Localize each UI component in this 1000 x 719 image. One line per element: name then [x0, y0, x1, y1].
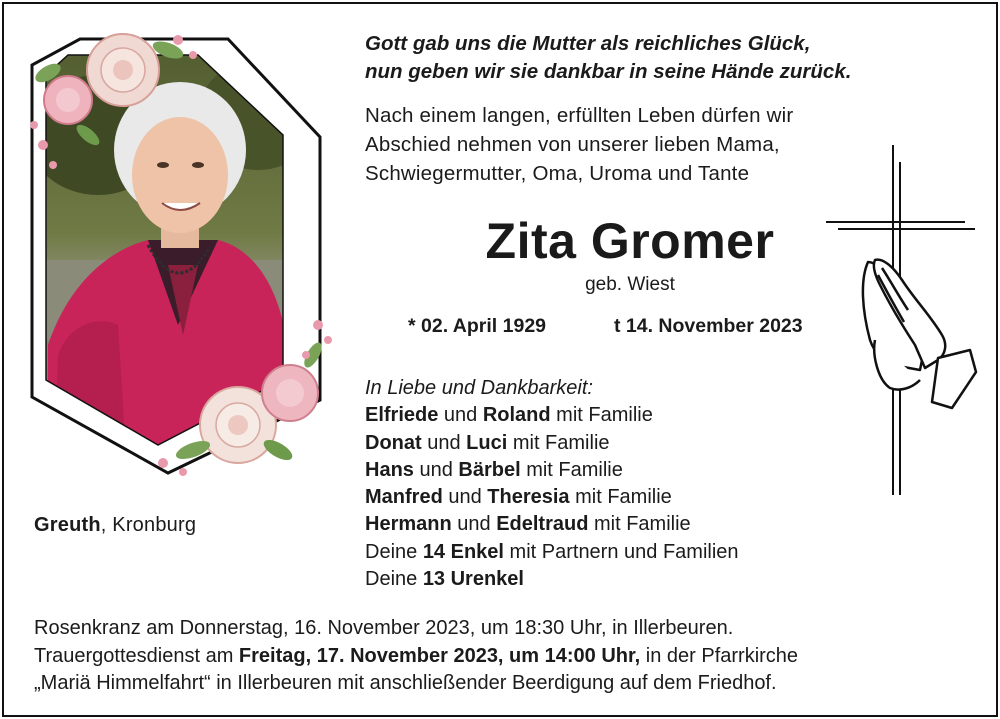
- family-name: Hermann: [365, 513, 452, 536]
- village: Greuth: [34, 514, 101, 536]
- birth-date: * 02. April 1929: [408, 315, 547, 337]
- verse-line: Gott gab uns die Mutter als reichliches Glück,: [365, 32, 811, 55]
- great-grandchildren-row: [365, 566, 905, 593]
- family-name: Roland: [482, 404, 551, 427]
- great-grandchildren-prefix: Deine: [365, 568, 423, 591]
- funeral-line: [34, 643, 974, 671]
- great-grandchildren-count: 13 Urenkel: [422, 568, 524, 591]
- verse-line: nun geben wir sie dankbar in seine Hände zurück.: [365, 60, 852, 83]
- birth-name: geb. Wiest: [585, 274, 675, 295]
- intro-text: [365, 101, 885, 188]
- conjunction: und: [438, 404, 483, 427]
- conjunction: und: [413, 458, 459, 481]
- location: [34, 514, 196, 537]
- conjunction: und: [421, 431, 467, 454]
- family-name: Edeltraud: [496, 513, 589, 536]
- family-suffix: mit Familie: [507, 431, 610, 454]
- cross-symbol: [820, 140, 985, 500]
- intro-line: Schwiegermutter, Oma, Uroma und Tante: [365, 162, 750, 185]
- grandchildren-count: 14 Enkel: [422, 540, 504, 563]
- conjunction: und: [442, 486, 488, 509]
- grandchildren-suffix: mit Partnern und Familien: [503, 540, 739, 563]
- family-name: Theresia: [487, 486, 570, 509]
- verse: [365, 30, 975, 86]
- deceased-name: Zita Gromer: [485, 213, 775, 269]
- funeral-suffix: in der Pfarrkirche: [640, 644, 799, 667]
- family-name: Elfriede: [365, 404, 439, 427]
- portrait-photo: [28, 25, 338, 485]
- funeral-datetime: Freitag, 17. November 2023, um 14:00 Uhr,: [238, 644, 641, 667]
- service-details: [34, 615, 974, 698]
- conjunction: und: [451, 513, 497, 536]
- family-suffix: mit Familie: [520, 458, 623, 481]
- family-suffix: mit Familie: [550, 404, 653, 427]
- intro-line: Nach einem langen, erfüllten Leben dürfen wir: [365, 104, 794, 127]
- grandchildren-prefix: Deine: [365, 540, 423, 563]
- family-intro: In Liebe und Dankbarkeit:: [365, 377, 593, 399]
- praying-hands-icon: [863, 260, 976, 408]
- family-name: Manfred: [365, 486, 443, 509]
- church-line: „Mariä Himmelfahrt“ in Illerbeuren mit anschließender Beerdigung auf dem Friedhof.: [34, 672, 777, 694]
- rosary-line: Rosenkranz am Donnerstag, 16. November 2023, um 18:30 Uhr, in Illerbeuren.: [34, 617, 734, 639]
- family-row: [365, 511, 905, 538]
- family-name: Donat: [365, 431, 422, 454]
- family-name: Luci: [466, 431, 508, 454]
- intro-line: Abschied nehmen von unserer lieben Mama,: [365, 133, 780, 156]
- family-name: Bärbel: [458, 458, 521, 481]
- family-name: Hans: [365, 458, 414, 481]
- grandchildren-row: [365, 539, 905, 566]
- death-date: t 14. November 2023: [614, 315, 803, 337]
- funeral-prefix: Trauergottesdienst am: [34, 644, 239, 667]
- town: , Kronburg: [100, 514, 197, 536]
- family-suffix: mit Familie: [588, 513, 691, 536]
- family-suffix: mit Familie: [569, 486, 672, 509]
